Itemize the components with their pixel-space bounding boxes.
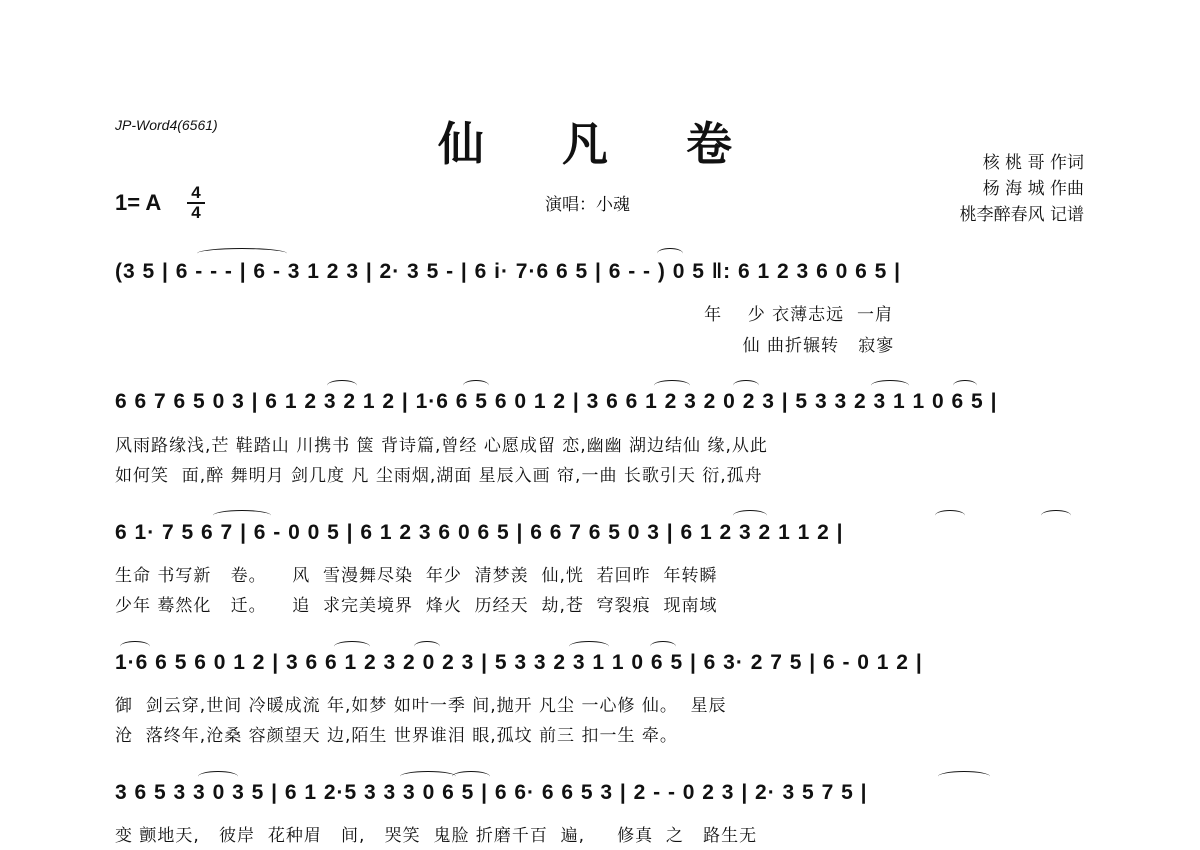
slur-mark [733, 380, 759, 391]
notation-line: 6 1· 7 5 6 7 | 6 - 0 0 5 | 6 1 2 3 6 0 6 5 | 6 6 7 6 5 0 3 | 6 1 2 3 2 1 1 2 | [115, 521, 844, 544]
transcriber-credit: 桃李醉春风 记谱 [959, 205, 1084, 225]
credits-block [960, 150, 1084, 228]
score-row-2 [115, 386, 1087, 426]
score-row-1 [115, 256, 1087, 296]
slur-mark [463, 380, 489, 391]
notation-line: 6 6 7 6 5 0 3 | 6 1 2 3 2 1 2 | 1·6 6 5 6 0 1 2 | 3 6 6 1 2 3 2 0 2 3 | 5 3 3 2 3 1 1 0 6 5 | [115, 390, 998, 413]
lyric-line-2b: 如何笑 面,醉 舞明月 剑几度 凡 尘雨烟,湖面 星辰入画 帘,一曲 长歌引天 衍,孤舟 [115, 466, 763, 486]
lyric-line-3b: 少年 蓦然化 迁。 追 求完美境界 烽火 历经天 劫,苍 穹裂痕 现南域 [115, 596, 718, 616]
tie-mark [197, 248, 287, 259]
slur-mark [953, 380, 977, 391]
slur-mark [569, 641, 609, 652]
slur-mark [120, 641, 150, 652]
lyric-line-4b: 沧 落终年,沧桑 容颜望天 边,陌生 世界谁泪 眼,孤坟 前三 扣一生 牵。 [115, 726, 678, 746]
time-signature-bottom: 4 [191, 203, 201, 222]
lyric-line-5a: 变 颤地天, 彼岸 花种眉 间, 哭笑 鬼脸 折磨千百 遍, 修真 之 路生无 [115, 826, 758, 846]
slur-mark [871, 380, 909, 391]
slur-mark [1041, 510, 1071, 521]
slur-mark [334, 641, 370, 652]
slur-mark [654, 380, 690, 391]
score-row-4 [115, 647, 1087, 687]
key-signature: 1= A [115, 190, 162, 215]
slur-mark [452, 771, 490, 782]
time-signature [185, 185, 207, 221]
lyric-line-2a: 风雨路缘浅,芒 鞋踏山 川携书 箧 背诗篇,曾经 心愿成留 恋,幽幽 湖边结仙 缘,从此 [115, 436, 768, 456]
score-row-5 [115, 777, 1087, 817]
slur-mark [938, 771, 990, 782]
slur-mark [733, 510, 767, 521]
time-signature-top: 4 [191, 183, 201, 202]
notation-line: 1·6 6 5 6 0 1 2 | 3 6 6 1 2 3 2 0 2 3 | 5 3 3 2 3 1 1 0 6 5 | 6 3· 2 7 5 | 6 - 0 1 2 | [115, 651, 923, 674]
singer-credit: 演唱：小魂 [545, 195, 630, 215]
lyricist-credit: 核 桃 哥 作词 [982, 153, 1084, 173]
slur-mark [198, 771, 238, 782]
slur-mark [327, 380, 357, 391]
slur-mark [650, 641, 676, 652]
score-row-3 [115, 517, 1087, 557]
notation-line: (3 5 | 6 - - - | 6 - 3 1 2 3 | 2· 3 5 - | 6 i· 7·6 6 5 | 6 - - ) 0 5 ‖: 6 1 2 3 6 0 6 5 | [115, 260, 901, 283]
slur-mark [657, 248, 683, 259]
slur-mark [935, 510, 965, 521]
slur-mark [414, 641, 440, 652]
lyric-line-1b: 仙 曲折辗转 寂寥 [115, 336, 895, 356]
slur-mark [400, 771, 456, 782]
song-title: 仙凡卷 [438, 117, 810, 171]
composer-credit: 杨 海 城 作曲 [982, 179, 1084, 199]
program-label: JP-Word4(6561) [115, 117, 218, 133]
slur-mark [213, 510, 271, 521]
lyric-line-4a: 御 剑云穿,世间 冷暖成流 年,如梦 如叶一季 间,抛开 凡尘 一心修 仙。 星辰 [115, 696, 727, 716]
notation-line: 3 6 5 3 3 0 3 5 | 6 1 2·5 3 3 3 0 6 5 | 6 6· 6 6 5 3 | 2 - - 0 2 3 | 2· 3 5 7 5 | [115, 781, 868, 804]
lyric-line-3a: 生命 书写新 卷。 风 雪漫舞尽染 年少 清梦羡 仙,恍 若回昨 年转瞬 [115, 566, 718, 586]
lyric-line-1a: 年 少 衣薄志远 一肩 [115, 305, 893, 325]
